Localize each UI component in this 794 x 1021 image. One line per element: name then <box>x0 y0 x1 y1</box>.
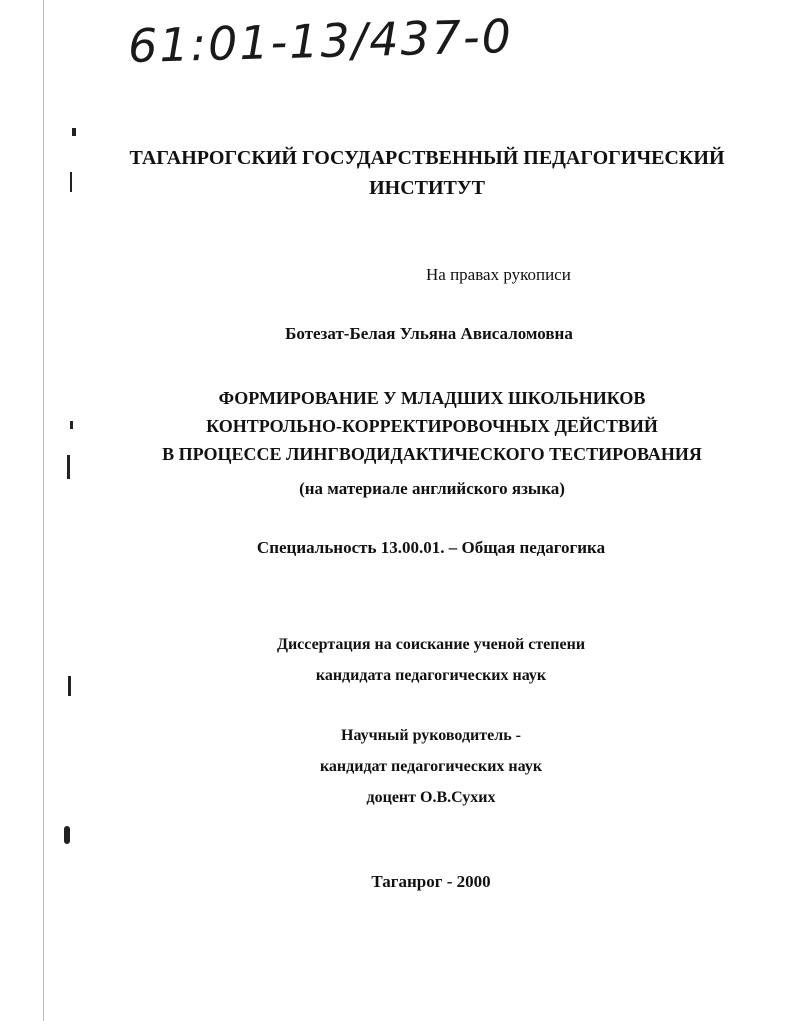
title-line-2: КОНТРОЛЬНО-КОРРЕКТИРОВОЧНЫХ ДЕЙСТВИЙ <box>206 416 658 436</box>
degree-line-1: Диссертация на соискание ученой степени <box>276 636 586 653</box>
supervisor-block <box>34 720 794 813</box>
degree-line-2: кандидата педагогических наук <box>315 667 547 684</box>
title-line-1: ФОРМИРОВАНИЕ У МЛАДШИХ ШКОЛЬНИКОВ <box>218 388 646 408</box>
institute-line-1: ТАГАНРОГСКИЙ ГОСУДАРСТВЕННЫЙ ПЕДАГОГИЧЕСКИЙ <box>129 147 725 169</box>
supervisor-line-3: доцент О.В.Сухих <box>366 789 496 806</box>
scan-mark <box>72 128 76 136</box>
title-line-3: В ПРОЦЕССЕ ЛИНГВОДИДАКТИЧЕСКОГО ТЕСТИРОВАНИЯ <box>162 444 702 464</box>
title-subtitle: (на материале английского языка) <box>299 479 565 498</box>
specialty: Специальность 13.00.01. – Общая педагогика <box>256 538 606 557</box>
supervisor-line-1: Научный руководитель - <box>341 727 521 744</box>
dissertation-title <box>35 384 794 468</box>
institute-name <box>30 143 794 203</box>
scan-mark <box>64 826 70 844</box>
archive-code-handwritten: 61:01-13/437-0 <box>127 8 514 74</box>
institute-line-2: ИНСТИТУТ <box>369 177 485 199</box>
author-name: Ботезат-Белая Ульяна Ависаломовна <box>285 324 573 343</box>
degree-statement <box>34 629 794 691</box>
supervisor-line-2: кандидат педагогических наук <box>319 758 543 775</box>
rights-note: На правах рукописи <box>426 265 571 284</box>
city-year: Таганрог - 2000 <box>371 872 491 891</box>
